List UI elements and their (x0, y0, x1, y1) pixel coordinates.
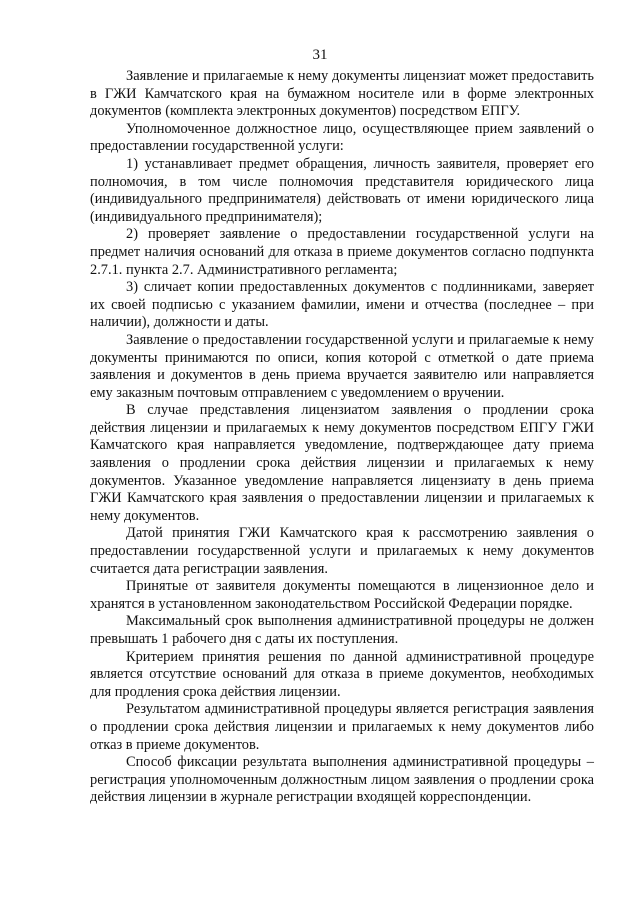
paragraph-decision-criterion: Критерием принятия решения по данной административной процедуре является отсутствие оснований для отказа в приеме документов, необходимых для продления срока действия лицензии. (90, 648, 594, 700)
paragraph-step-3-verify-copies: 3) сличает копии предоставленных документов с подлинниками, заверяет их своей подписью с указанием фамилии, имени и отчества (последнее – при наличии), должности и даты. (90, 279, 594, 331)
paragraph-authorized-official: Уполномоченное должностное лицо, осуществляющее прием заявлений о предоставлении государственной услуги: (90, 120, 594, 155)
paragraph-acceptance-date: Датой принятия ГЖИ Камчатского края к рассмотрению заявления о предоставлении государственной услуги и прилагаемых к нему документов считается дата регистрации заявления. (90, 525, 594, 577)
paragraph-recording-method: Способ фиксации результата выполнения административной процедуры – регистрация уполномоченным должностным лицом заявления о продлении срока действия лицензии в журнале регистрации входящей корреспонденции. (90, 754, 594, 806)
paragraph-max-duration: Максимальный срок выполнения административной процедуры не должен превышать 1 рабочего дня с даты их поступления. (90, 613, 594, 647)
paragraph-epgu-notification: В случае представления лицензиатом заявления о продлении срока действия лицензии и прилагаемых к нему документов посредством ЕПГУ ГЖИ Камчатского края направляется уведомление, подтверждающее дату приема заявления о продлении срока действия лицензии и прилагаемых к нему документов. Указанное уведомление направляется лицензиату в день приема ГЖИ Камчатского края заявления о предоставлении лицензии и прилагаемых к нему документов. (90, 402, 594, 524)
paragraph-submission-methods: Заявление и прилагаемые к нему документы лицензиат может предоставить в ГЖИ Камчатского края на бумажном носителе или в форме электронных документов (комплекта электронных документов) посредством ЕПГУ. (90, 68, 594, 120)
paragraph-step-2-check-grounds: 2) проверяет заявление о предоставлении государственной услуги на предмет наличия оснований для отказа в приеме документов согласно подпункта 2.7.1. пункта 2.7. Административного регламента; (90, 226, 594, 278)
page-number: 31 (312, 47, 328, 63)
paragraph-procedure-result: Результатом административной процедуры является регистрация заявления о продлении срока действия лицензии и прилагаемых к нему документов либо отказ в приеме документов. (90, 701, 594, 753)
paragraph-licensing-file: Принятые от заявителя документы помещаются в лицензионное дело и хранятся в установленном законодательством Российской Федерации порядке. (90, 578, 594, 612)
document-body (90, 68, 594, 807)
paragraph-step-1-identify: 1) устанавливает предмет обращения, личность заявителя, проверяет его полномочия, в том числе полномочия представителя юридического лица (индивидуального предпринимателя) действовать от имени юридического лица (индивидуального предпринимателя); (90, 155, 594, 225)
paragraph-inventory-receipt: Заявление о предоставлении государственной услуги и прилагаемые к нему документы принимаются по описи, копия которой с отметкой о дате приема заявления и документов в день приема вручается заявителю или направляется ему заказным почтовым отправлением с уведомлением о вручении. (90, 331, 594, 401)
